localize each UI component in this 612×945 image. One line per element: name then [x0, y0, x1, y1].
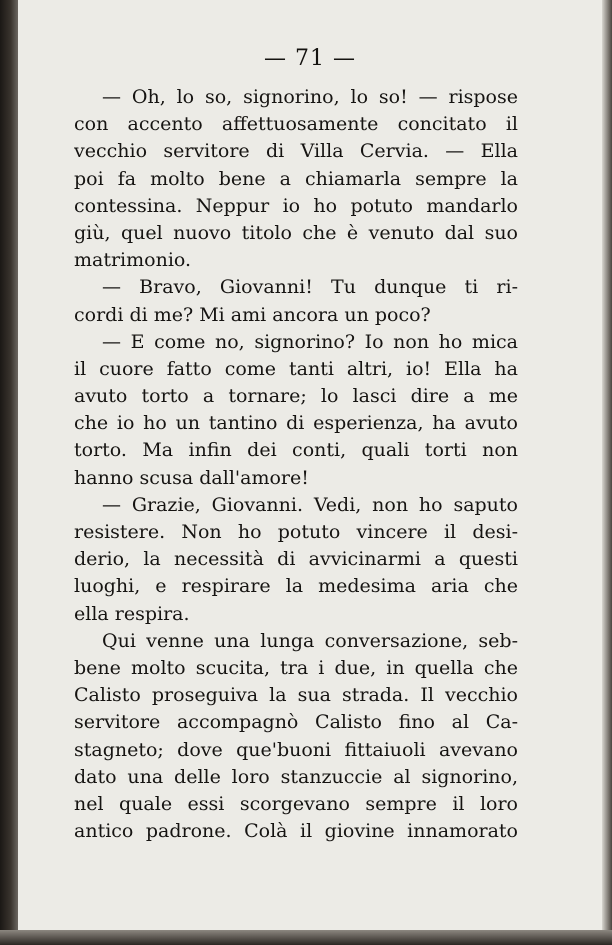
text-line: matrimonio.	[74, 249, 192, 272]
text-line: luoghi, e respirare la medesima aria che	[74, 575, 518, 598]
text-line: nel quale essi scorgevano sempre il loro	[74, 792, 518, 815]
text-line: che io ho un tantino di esperienza, ha avuto	[74, 412, 518, 435]
body-text	[74, 84, 518, 845]
text-line: hanno scusa dall'amore!	[74, 466, 309, 489]
text-line: — Bravo, Giovanni! Tu dunque ti ri-	[102, 276, 518, 299]
text-line: cordi di me? Mi ami ancora un poco?	[74, 303, 431, 326]
text-line: contessina. Neppur io ho potuto mandarlo	[74, 194, 518, 217]
text-line: resistere. Non ho potuto vincere il desi-	[74, 521, 518, 543]
text-line: antico padrone. Colà il giovine innamorato	[74, 820, 518, 843]
page-number: — 71 —	[264, 46, 356, 71]
page-right-edge	[602, 0, 612, 945]
text-line: torto. Ma infin dei conti, quali torti non	[74, 439, 518, 462]
text-line: — E come no, signorino? Io non ho mica	[102, 330, 518, 353]
text-line: vecchio servitore di Villa Cervia. — Ella	[74, 140, 518, 163]
page-bottom-edge	[0, 930, 612, 945]
text-line: — Grazie, Giovanni. Vedi, non ho saputo	[102, 493, 518, 516]
text-line: Qui venne una lunga conversazione, seb-	[102, 629, 518, 652]
text-line: poi fa molto bene a chiamarla sempre la	[74, 167, 518, 190]
text-line: dato una delle loro stanzuccie al signorino,	[74, 765, 518, 788]
text-line: con accento affettuosamente concitato il	[74, 113, 518, 136]
text-line: giù, quel nuovo titolo che è venuto dal suo	[74, 221, 518, 244]
text-line: bene molto scucita, tra i due, in quella che	[74, 656, 518, 679]
text-line: Calisto proseguiva la sua strada. Il vecchio	[74, 684, 518, 707]
text-line: — Oh, lo so, signorino, lo so! — rispose	[102, 86, 518, 108]
text-line: avuto torto a tornare; lo lasci dire a me	[74, 385, 518, 408]
text-line: stagneto; dove que'buoni fittaiuoli avevano	[74, 738, 518, 761]
text-line: derio, la necessità di avvicinarmi a questi	[74, 548, 518, 571]
book-spine-shadow	[0, 0, 18, 945]
text-line: ella respira.	[74, 602, 190, 625]
book-page	[18, 0, 602, 930]
text-line: servitore accompagnò Calisto fino al Ca-	[74, 711, 518, 734]
text-line: il cuore fatto come tanti altri, io! Ella ha	[74, 357, 518, 380]
